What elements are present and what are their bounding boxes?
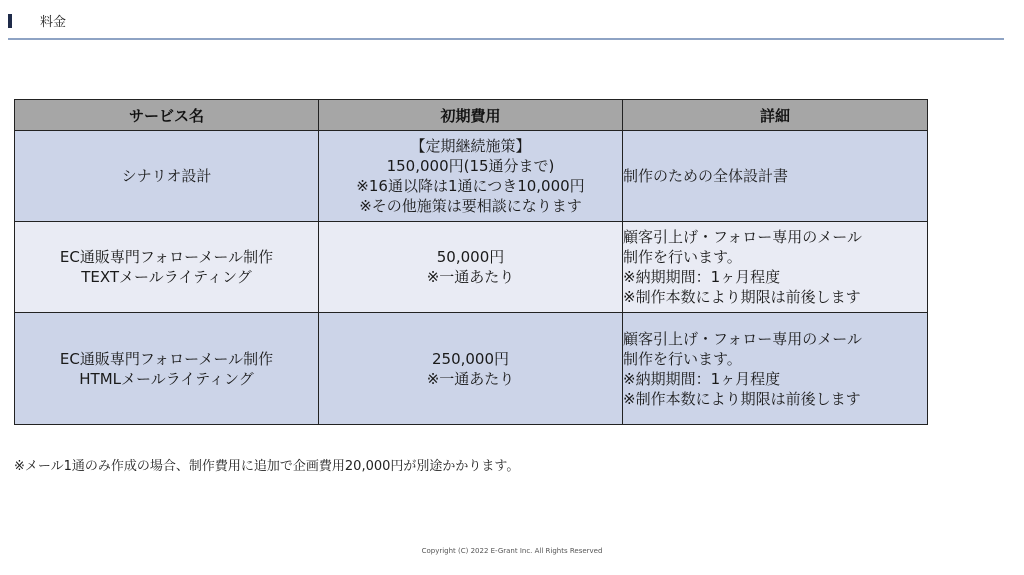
initial-fee-cell — [319, 222, 623, 313]
table-row — [15, 222, 928, 313]
detail-cell — [623, 131, 928, 222]
fee-line: 250,000円 — [431, 349, 510, 368]
service-name-line: EC通販専門フォローメール制作 — [59, 248, 274, 266]
fee-line: ※その他施策は要相談になります — [359, 197, 582, 215]
section-header — [8, 10, 1004, 40]
fee-line: ※16通以降は1通につき10,000円 — [356, 177, 585, 195]
fee-line: 50,000円 — [436, 248, 505, 266]
column-header-service-name: サービス名 — [15, 100, 319, 131]
pricing-note: ※メール1通のみ作成の場合、制作費用に追加で企画費用20,000円が別途かかります。 — [14, 459, 520, 474]
detail-line: 顧客引上げ・フォロー専用のメール — [623, 329, 862, 348]
detail-line: 制作のための全体設計書 — [623, 167, 789, 185]
initial-fee-cell — [319, 313, 623, 425]
fee-line: 【定期継続施策】 — [410, 137, 531, 155]
service-name-cell — [15, 222, 319, 313]
table-row — [15, 131, 928, 222]
service-name-line: シナリオ設計 — [121, 167, 212, 185]
page-title: 料金 — [40, 15, 67, 30]
column-header-initial-fee: 初期費用 — [319, 100, 623, 131]
table-header-row — [15, 100, 928, 131]
service-name-line: EC通販専門フォローメール制作 — [59, 349, 274, 368]
service-name-cell — [15, 131, 319, 222]
service-name-cell — [15, 313, 319, 425]
copyright-footer: Copyright (C) 2022 E-Grant Inc. All Rights Reserved — [421, 547, 603, 555]
service-name-line: TEXTメールライティング — [81, 268, 252, 286]
fee-line: ※一通あたり — [426, 369, 515, 388]
detail-line: ※納期期間：1ヶ月程度 — [623, 268, 781, 286]
fee-line: 150,000円(15通分まで) — [386, 157, 555, 175]
service-name-line: HTMLメールライティング — [79, 369, 254, 388]
detail-line: ※納期期間：1ヶ月程度 — [623, 369, 781, 388]
detail-cell — [623, 313, 928, 425]
header-accent-bar — [8, 14, 12, 28]
detail-line: ※制作本数により期限は前後します — [623, 288, 861, 306]
detail-line: 制作を行います。 — [623, 349, 742, 368]
fee-line: ※一通あたり — [426, 268, 515, 286]
detail-line: 制作を行います。 — [623, 248, 742, 266]
pricing-table — [14, 99, 928, 425]
column-header-details: 詳細 — [623, 100, 928, 131]
table-row — [15, 313, 928, 425]
detail-line: 顧客引上げ・フォロー専用のメール — [623, 228, 862, 246]
initial-fee-cell — [319, 131, 623, 222]
detail-cell — [623, 222, 928, 313]
detail-line: ※制作本数により期限は前後します — [623, 389, 861, 408]
